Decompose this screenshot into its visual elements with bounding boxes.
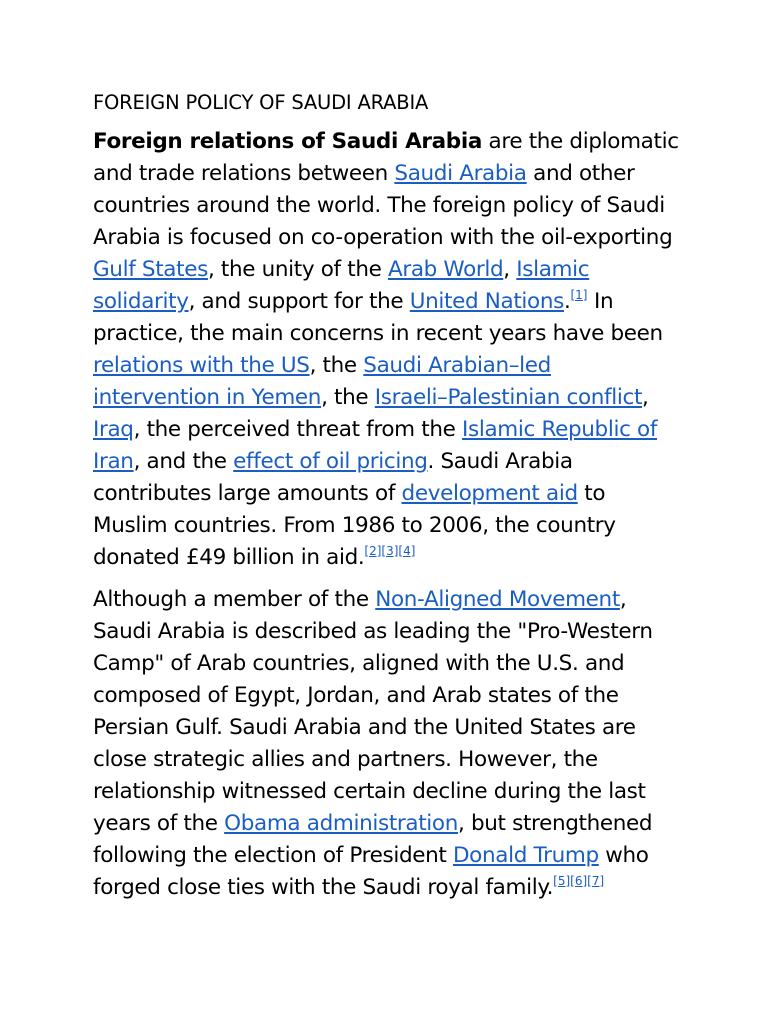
bold-lead: Foreign relations of Saudi Arabia <box>93 129 483 154</box>
text-run: are the diplomatic and trade relations between <box>93 129 679 186</box>
text-run: , <box>503 257 517 282</box>
link-islamic-solidarity[interactable]: Islamic solidarity <box>93 257 590 314</box>
paragraph-intro <box>93 126 683 574</box>
paragraph-alignment <box>93 584 683 904</box>
text-run: , the perceived threat from the <box>133 417 462 442</box>
text-run: , the unity of the <box>207 257 388 282</box>
text-run: who forged close ties with the Saudi royal family. <box>93 843 649 900</box>
text-run: . Saudi Arabia contributes large amounts of <box>93 449 573 506</box>
link-gulf-states[interactable]: Gulf States <box>93 257 208 282</box>
text-run: , and the <box>133 449 234 474</box>
citation-link-7[interactable]: [7] <box>587 874 605 888</box>
citation-link-3[interactable]: [3] <box>381 544 399 558</box>
text-run: to Muslim countries. From 1986 to 2006, the country donated £49 billion in aid. <box>93 481 616 570</box>
text-run: , and support for the <box>188 289 410 314</box>
citation-link-2[interactable]: [2] <box>364 544 382 558</box>
text-run: , <box>642 385 649 410</box>
link-israeli-palestinian-conflict[interactable]: Israeli–Palestinian conflict <box>374 385 643 410</box>
text-run: , but strengthened following the election of President <box>93 811 653 868</box>
document-page <box>93 88 683 914</box>
link-yemen-intervention[interactable]: Saudi Arabian–led intervention in Yemen <box>93 353 551 410</box>
link-non-aligned-movement[interactable]: Non-Aligned Movement <box>375 587 620 612</box>
link-oil-pricing[interactable]: effect of oil pricing <box>233 449 428 474</box>
link-relations-with-us[interactable]: relations with the US <box>93 353 310 378</box>
text-run: Although a member of the <box>93 587 376 612</box>
text-run: , the <box>309 353 364 378</box>
citation-link-5[interactable]: [5] <box>553 874 571 888</box>
link-arab-world[interactable]: Arab World <box>387 257 504 282</box>
text-run: , the <box>321 385 375 410</box>
citation-link-6[interactable]: [6] <box>570 874 588 888</box>
link-development-aid[interactable]: development aid <box>401 481 578 506</box>
text-run: In practice, the main concerns in recent years have been <box>93 289 663 346</box>
text-run: . <box>563 289 571 314</box>
link-saudi-arabia[interactable]: Saudi Arabia <box>394 161 527 186</box>
text-run: and other countries around the world. The foreign policy of Saudi Arabia is focused on co-operation with the oil-exporting <box>93 161 673 250</box>
link-obama-administration[interactable]: Obama administration <box>224 811 459 836</box>
citation-link-1[interactable]: [1] <box>570 288 588 302</box>
link-iran[interactable]: Islamic Republic of Iran <box>93 417 658 474</box>
link-donald-trump[interactable]: Donald Trump <box>452 843 599 868</box>
link-iraq[interactable]: Iraq <box>93 417 134 442</box>
link-united-nations[interactable]: United Nations <box>409 289 564 314</box>
document-title: FOREIGN POLICY OF SAUDI ARABIA <box>93 91 429 114</box>
citation-link-4[interactable]: [4] <box>398 544 416 558</box>
text-run: , Saudi Arabia is described as leading the "Pro-Western Camp" of Arab countries, aligned with the U.S. and composed of Egypt, Jordan, and Arab states of the Persian Gulf. Saudi Arabia and the United States are close strategic allies and partners. However, the relationship witnessed certain decline during the last years of the <box>93 587 653 836</box>
